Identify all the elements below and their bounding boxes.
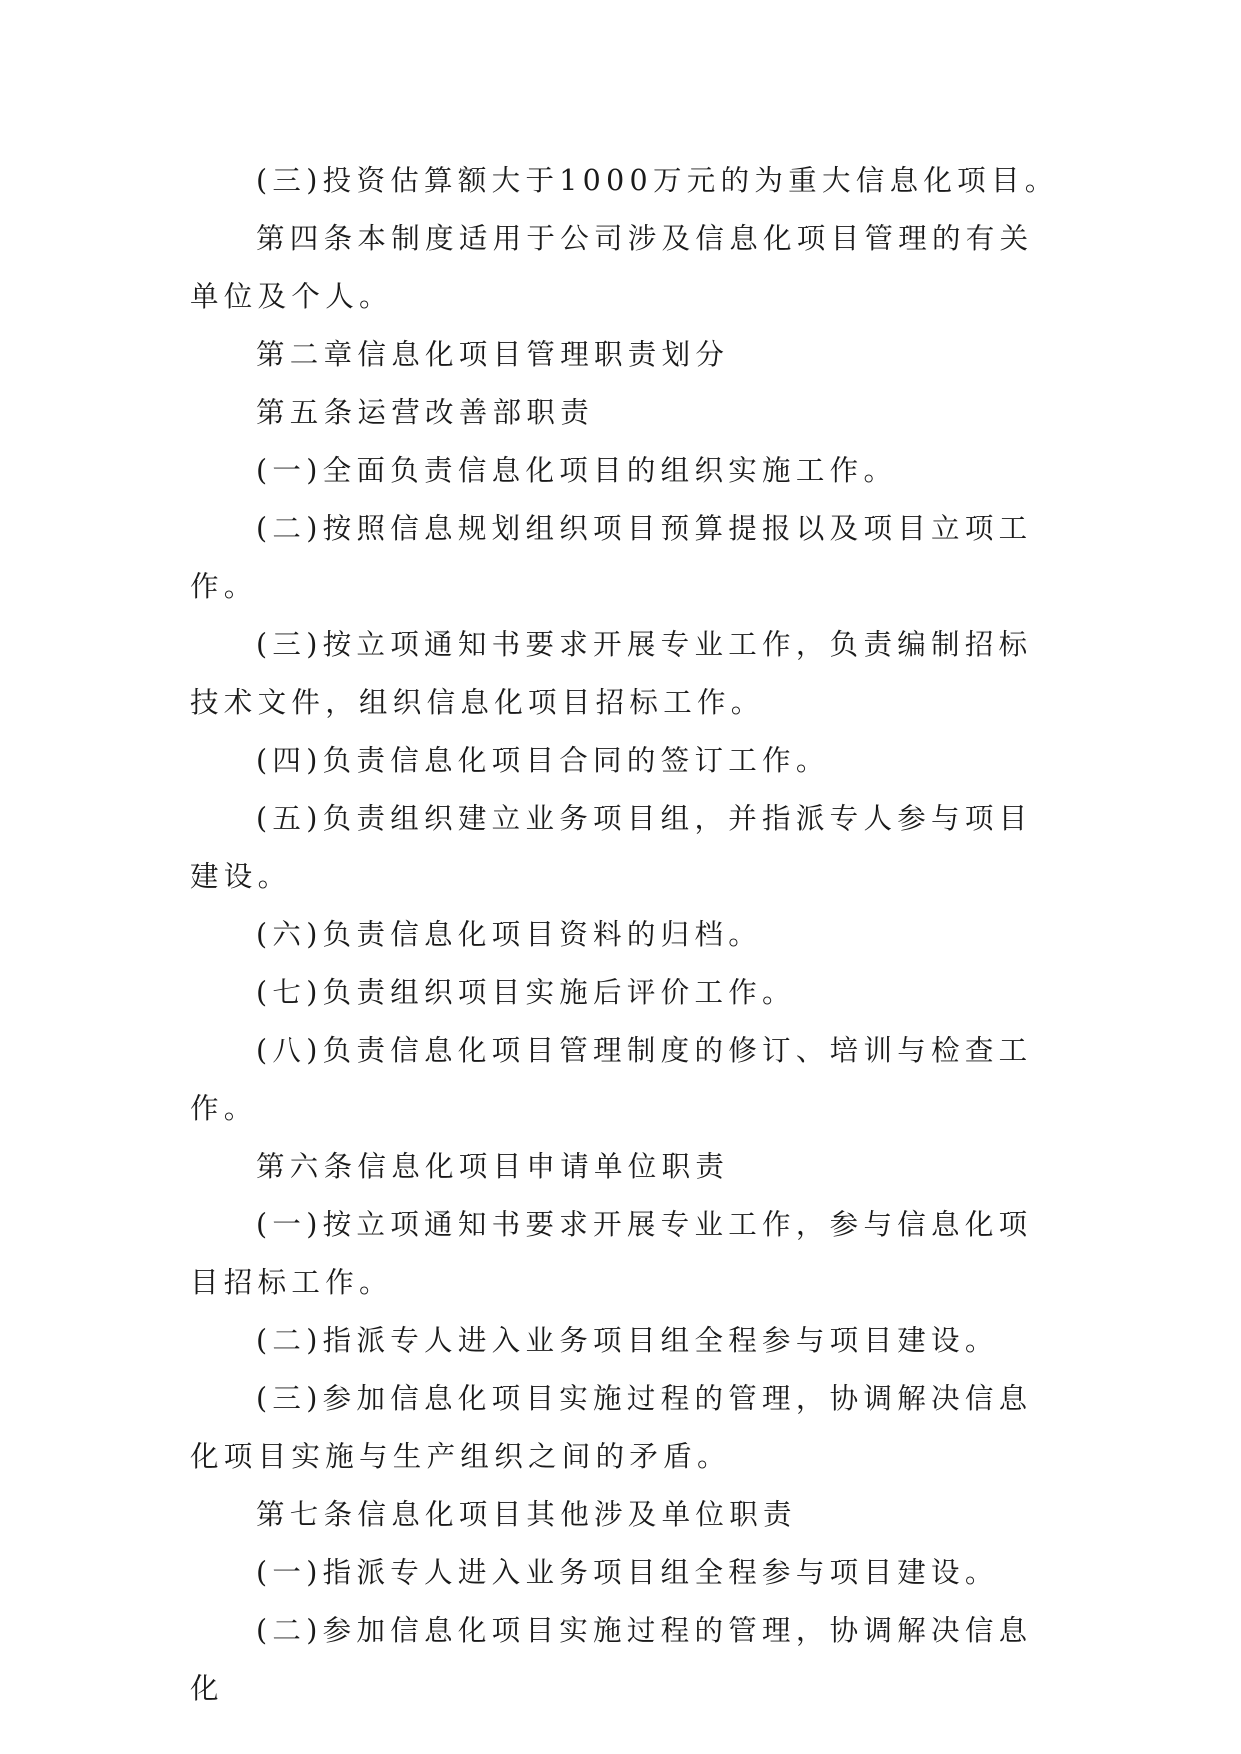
article-7-heading: 第七条信息化项目其他涉及单位职责: [256, 1498, 797, 1531]
article-5-heading: 第五条运营改善部职责: [256, 396, 595, 429]
article-5-item-5: (五)负责组织建立业务项目组，并指派专人参与项目建设。: [190, 802, 1033, 893]
paragraph-investment-threshold: (三)投资估算额大于1000万元的为重大信息化项目。: [256, 164, 1059, 197]
article-7-item-2: (二)参加信息化项目实施过程的管理，协调解决信息化: [190, 1614, 1033, 1705]
article-6-item-3: (三)参加信息化项目实施过程的管理，协调解决信息化项目实施与生产组织之间的矛盾。: [190, 1382, 1033, 1473]
article-5-item-7: (七)负责组织项目实施后评价工作。: [256, 976, 796, 1009]
article-5-item-4: (四)负责信息化项目合同的签订工作。: [256, 744, 830, 777]
article-5-item-3: (三)按立项通知书要求开展专业工作，负责编制招标技术文件，组织信息化项目招标工作。: [190, 628, 1033, 719]
article-5-item-1: (一)全面负责信息化项目的组织实施工作。: [256, 454, 898, 487]
article-7-item-1: (一)指派专人进入业务项目组全程参与项目建设。: [256, 1556, 999, 1589]
article-5-item-6: (六)负责信息化项目资料的归档。: [256, 918, 763, 951]
document-body: [190, 152, 1060, 1718]
article-6-heading: 第六条信息化项目申请单位职责: [256, 1150, 730, 1183]
paragraph-article-4: 第四条本制度适用于公司涉及信息化项目管理的有关单位及个人。: [190, 222, 1034, 313]
chapter-2-heading: 第二章信息化项目管理职责划分: [256, 338, 730, 371]
article-5-item-2: (二)按照信息规划组织项目预算提报以及项目立项工作。: [190, 512, 1033, 603]
article-6-item-1: (一)按立项通知书要求开展专业工作，参与信息化项目招标工作。: [190, 1208, 1033, 1299]
article-5-item-8: (八)负责信息化项目管理制度的修订、培训与检查工作。: [190, 1034, 1033, 1125]
article-6-item-2: (二)指派专人进入业务项目组全程参与项目建设。: [256, 1324, 999, 1357]
